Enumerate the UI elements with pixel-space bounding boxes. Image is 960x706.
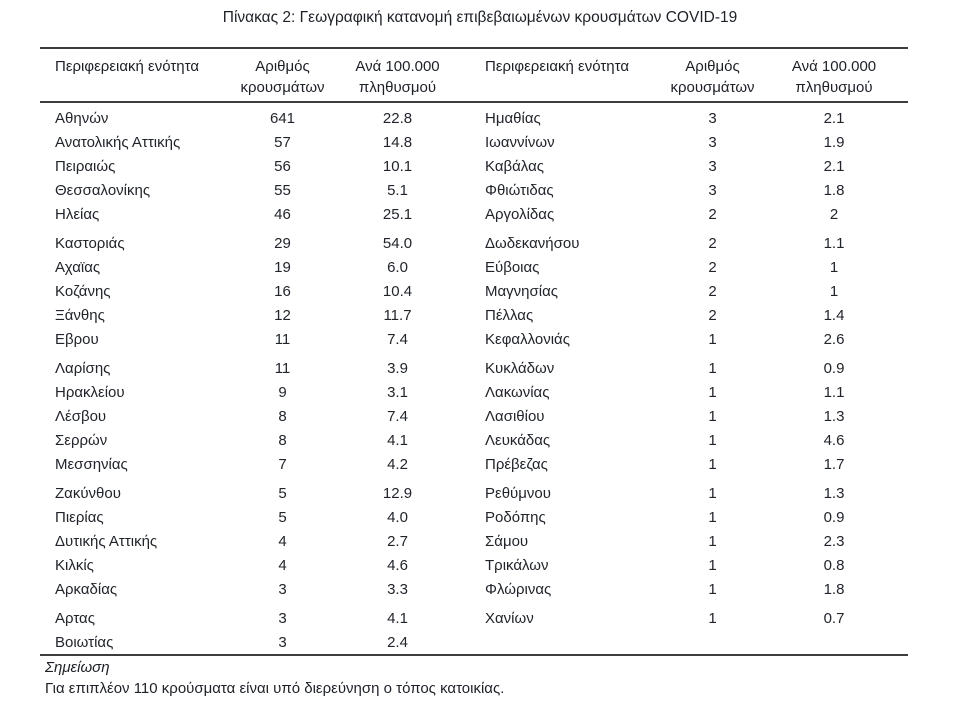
per100k-cell-left: 4.1	[387, 609, 408, 627]
region-cell-right: Ροδόπης	[485, 508, 546, 526]
cases-cell-right: 1	[708, 383, 717, 401]
per100k-cell-right: 2	[829, 205, 839, 223]
per100k-cell-left: 4.2	[387, 455, 408, 473]
region-cell-right: Ρεθύμνου	[485, 484, 551, 502]
row-group	[40, 356, 908, 476]
cases-cell-right: 1	[708, 532, 717, 550]
region-cell-right: Λασιθίου	[485, 407, 545, 425]
per100k-cell-right: 0.8	[823, 556, 845, 574]
table-row	[40, 130, 908, 154]
table-row	[40, 428, 908, 452]
cases-cell-right: 1	[708, 556, 717, 574]
cases-cell-right: 1	[708, 407, 717, 425]
header-cases-right-line1: Αριθμός	[685, 58, 740, 75]
header-per100k-right-line1: Ανά 100.000	[791, 58, 877, 75]
cases-cell-right: 2	[708, 306, 717, 324]
region-cell-right: Λευκάδας	[485, 431, 551, 449]
table-header-row	[40, 49, 908, 103]
per100k-cell-right: 1.4	[823, 306, 845, 324]
table-row	[40, 606, 908, 630]
header-region-right: Περιφερειακή ενότητα	[485, 58, 630, 75]
region-cell-left: Ηλείας	[55, 205, 100, 223]
per100k-cell-right: 2.3	[823, 532, 845, 550]
cases-cell-right: 3	[708, 157, 717, 175]
table-row	[40, 505, 908, 529]
per100k-cell-right: 4.6	[823, 431, 845, 449]
region-cell-left: Ξάνθης	[55, 306, 105, 324]
cases-cell-right: 2	[708, 258, 717, 276]
region-cell-left: Σερρών	[55, 431, 108, 449]
region-cell-right: Κυκλάδων	[485, 359, 555, 377]
per100k-cell-right: 1.3	[823, 484, 845, 502]
cases-cell-right: 1	[708, 455, 717, 473]
cases-cell-left: 9	[278, 383, 287, 401]
table-row	[40, 553, 908, 577]
region-cell-left: Ανατολικής Αττικής	[55, 133, 181, 151]
region-cell-left: Ηρακλείου	[55, 383, 125, 401]
cases-cell-left: 3	[278, 633, 287, 651]
cases-cell-right: 3	[708, 109, 717, 127]
cases-cell-right: 1	[708, 609, 717, 627]
table-note	[45, 658, 905, 700]
note-label: Σημείωση	[45, 659, 110, 676]
region-cell-right: Τρικάλων	[485, 556, 549, 574]
header-per100k-left-line2: πληθυσμού	[358, 79, 437, 96]
per100k-cell-left: 3.3	[387, 580, 408, 598]
per100k-cell-left: 7.4	[387, 407, 408, 425]
table-row	[40, 404, 908, 428]
table-title: Πίνακας 2: Γεωγραφική κατανομή επιβεβαιωμένων κρουσμάτων COVID-19	[222, 9, 738, 26]
cases-cell-left: 55	[274, 181, 291, 199]
per100k-cell-left: 4.0	[387, 508, 408, 526]
region-cell-left: Λέσβου	[55, 407, 107, 425]
region-cell-right: Πέλλας	[485, 306, 534, 324]
table-row	[40, 577, 908, 601]
cases-cell-left: 16	[274, 282, 291, 300]
header-per100k-right-line2: πληθυσμού	[795, 79, 873, 96]
region-cell-left: Καστοριάς	[55, 234, 125, 252]
per100k-cell-right: 1	[829, 282, 839, 300]
region-cell-right: Εύβοιας	[485, 258, 540, 276]
region-cell-right: Δωδεκανήσου	[485, 234, 580, 252]
per100k-cell-left: 5.1	[387, 181, 408, 199]
table-row	[40, 255, 908, 279]
region-cell-right: Αργολίδας	[485, 205, 555, 223]
cases-cell-left: 8	[278, 431, 287, 449]
cases-cell-left: 56	[274, 157, 291, 175]
cases-cell-left: 29	[274, 234, 291, 252]
cases-cell-left: 57	[274, 133, 291, 151]
per100k-cell-left: 2.4	[387, 633, 408, 651]
row-group	[40, 481, 908, 601]
per100k-cell-left: 2.7	[387, 532, 408, 550]
per100k-cell-left: 3.1	[387, 383, 408, 401]
cases-cell-left: 4	[278, 556, 287, 574]
per100k-cell-right: 1.8	[823, 181, 845, 199]
table-row	[40, 178, 908, 202]
cases-cell-right: 2	[708, 234, 717, 252]
per100k-cell-left: 10.4	[382, 282, 413, 300]
region-cell-left: Αθηνών	[55, 109, 109, 127]
table-row	[40, 529, 908, 553]
region-cell-right: Σάμου	[485, 532, 529, 550]
header-cases-right-line2: κρουσμάτων	[670, 79, 755, 96]
table-row	[40, 231, 908, 255]
per100k-cell-left: 12.9	[382, 484, 413, 502]
table-row	[40, 154, 908, 178]
cases-cell-left: 3	[278, 609, 287, 627]
per100k-cell-left: 25.1	[382, 205, 413, 223]
region-cell-right: Μαγνησίας	[485, 282, 559, 300]
per100k-cell-right: 1.3	[823, 407, 845, 425]
per100k-cell-right: 2.6	[823, 330, 845, 348]
cases-cell-left: 11	[274, 330, 291, 348]
region-cell-right: Ημαθίας	[485, 109, 541, 127]
per100k-cell-right: 1.1	[823, 383, 845, 401]
per100k-cell-left: 4.1	[387, 431, 408, 449]
per100k-cell-left: 4.6	[387, 556, 408, 574]
region-cell-right: Φλώρινας	[485, 580, 552, 598]
per100k-cell-right: 2.1	[823, 157, 845, 175]
row-group	[40, 231, 908, 351]
cases-cell-left: 641	[269, 109, 296, 127]
region-cell-right: Λακωνίας	[485, 383, 550, 401]
per100k-cell-left: 11.7	[383, 306, 412, 324]
table-body	[40, 103, 908, 656]
table-row	[40, 452, 908, 476]
table-row	[40, 202, 908, 226]
cases-cell-left: 5	[278, 508, 287, 526]
region-cell-right: Ιωαννίνων	[485, 133, 555, 151]
region-cell-left: Θεσσαλονίκης	[55, 181, 151, 199]
per100k-cell-left: 10.1	[382, 157, 413, 175]
cases-cell-right: 1	[708, 431, 717, 449]
region-cell-left: Ζακύνθου	[55, 484, 121, 502]
header-region-left: Περιφερειακή ενότητα	[55, 58, 200, 75]
region-cell-right: Καβάλας	[485, 157, 544, 175]
cases-cell-right: 1	[708, 484, 717, 502]
table-row	[40, 279, 908, 303]
per100k-cell-right: 1	[829, 258, 839, 276]
cases-cell-left: 8	[278, 407, 287, 425]
region-cell-left: Εβρου	[55, 330, 99, 348]
header-per100k-right	[770, 56, 908, 98]
per100k-cell-left: 6.0	[387, 258, 408, 276]
region-cell-left: Δυτικής Αττικής	[55, 532, 158, 550]
per100k-cell-right: 0.7	[823, 609, 845, 627]
table-row	[40, 481, 908, 505]
cases-cell-left: 19	[274, 258, 291, 276]
cases-cell-left: 11	[274, 359, 291, 377]
cases-cell-right: 2	[708, 205, 717, 223]
cases-cell-right: 2	[708, 282, 717, 300]
cases-cell-right: 3	[708, 181, 717, 199]
per100k-cell-right: 0.9	[823, 359, 845, 377]
covid-regions-table	[40, 47, 908, 656]
cases-cell-right: 1	[708, 580, 717, 598]
row-group	[40, 106, 908, 226]
region-cell-right: Κεφαλλονιάς	[485, 330, 570, 348]
cases-cell-right: 3	[708, 133, 717, 151]
per100k-cell-left: 14.8	[382, 133, 413, 151]
table-row	[40, 380, 908, 404]
per100k-cell-right: 1.1	[823, 234, 845, 252]
header-per100k-left-line1: Ανά 100.000	[355, 58, 440, 75]
cases-cell-left: 7	[278, 455, 287, 473]
table-row	[40, 327, 908, 351]
table-row	[40, 106, 908, 130]
table-row	[40, 303, 908, 327]
region-cell-left: Βοιωτίας	[55, 633, 114, 651]
per100k-cell-left: 3.9	[387, 359, 408, 377]
header-cases-left	[225, 56, 340, 98]
row-group	[40, 606, 908, 654]
region-cell-left: Μεσσηνίας	[55, 455, 128, 473]
region-cell-left: Αχαϊας	[55, 258, 101, 276]
per100k-cell-right: 1.8	[823, 580, 845, 598]
per100k-cell-right: 1.7	[823, 455, 845, 473]
header-cases-right	[655, 56, 770, 98]
region-cell-left: Κοζάνης	[55, 282, 111, 300]
per100k-cell-right: 0.9	[823, 508, 845, 526]
region-cell-left: Πιερίας	[55, 508, 104, 526]
cases-cell-left: 46	[274, 205, 291, 223]
cases-cell-left: 12	[274, 306, 291, 324]
per100k-cell-left: 22.8	[382, 109, 413, 127]
region-cell-left: Αρτας	[55, 609, 95, 627]
cases-cell-left: 3	[278, 580, 287, 598]
cases-cell-left: 4	[278, 532, 287, 550]
per100k-cell-left: 54.0	[382, 234, 413, 252]
region-cell-left: Αρκαδίας	[55, 580, 118, 598]
cases-cell-right: 1	[708, 359, 717, 377]
cases-cell-right: 1	[708, 330, 717, 348]
region-cell-left: Κιλκίς	[55, 556, 94, 574]
per100k-cell-left: 7.4	[387, 330, 408, 348]
header-per100k-left	[340, 56, 455, 98]
header-cases-left-line2: κρουσμάτων	[240, 79, 325, 96]
region-cell-right: Πρέβεζας	[485, 455, 548, 473]
cases-cell-right: 1	[708, 508, 717, 526]
per100k-cell-right: 1.9	[823, 133, 845, 151]
region-cell-left: Πειραιώς	[55, 157, 116, 175]
region-cell-right: Φθιώτιδας	[485, 181, 554, 199]
cases-cell-left: 5	[278, 484, 287, 502]
table-row	[40, 630, 908, 654]
header-cases-left-line1: Αριθμός	[255, 58, 310, 75]
per100k-cell-right: 2.1	[823, 109, 845, 127]
region-cell-right: Χανίων	[485, 609, 534, 627]
table-row	[40, 356, 908, 380]
region-cell-left: Λαρίσης	[55, 359, 111, 377]
note-text: Για επιπλέον 110 κρούσματα είναι υπό διερεύνηση ο τόπος κατοικίας.	[45, 680, 505, 697]
